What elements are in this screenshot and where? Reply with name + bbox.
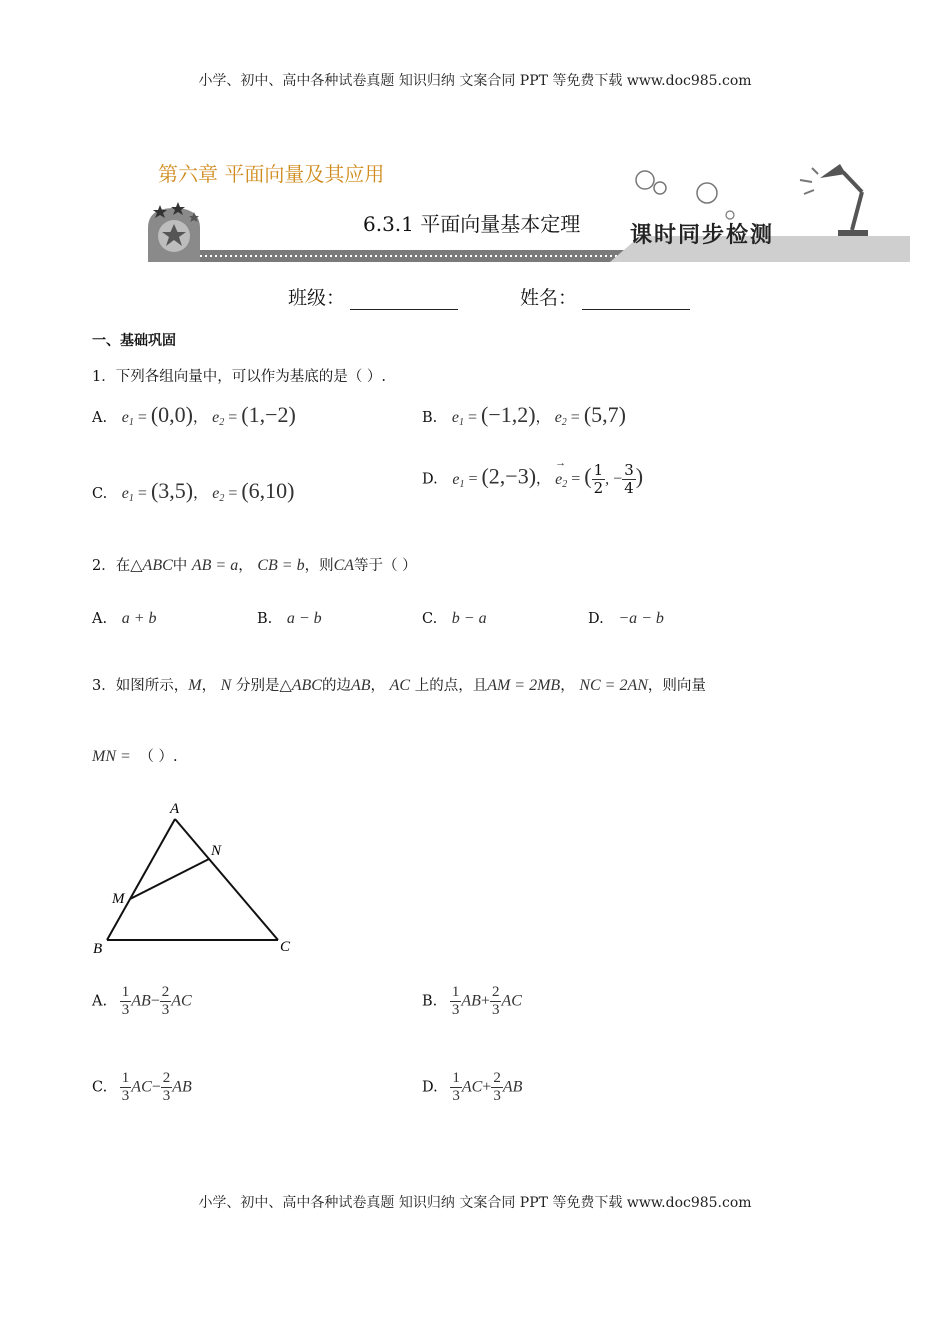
q1-option-b: B. $e_1 = (-1,2)$， $e_2 = (5,7)$ [422, 402, 626, 428]
q1-d-num2: 3 [624, 461, 634, 479]
q2-option-b: B. a − b [257, 610, 322, 627]
q1-c-e1: (3,5) [150, 478, 194, 503]
class-label: 班级： [288, 287, 346, 309]
q3-stem: 3．如图所示，M， N 分别是△ABC的边AB， AC 上的点，且AM = 2MB， NC = 2AN，则向量 [92, 677, 706, 694]
badge-text: 课时同步检测 [630, 223, 775, 248]
page-footer: 小学、初中、高中各种试卷真题 知识归纳 文案合同 PPT 等免费下载 www.doc985.com [198, 1195, 752, 1211]
q3-am: AM = 2MB [487, 677, 561, 694]
q3-n: N [220, 677, 232, 694]
q1-d-num1: 1 [593, 461, 604, 479]
q3-nc: NC = 2AN [579, 677, 648, 694]
vertex-c-label: C [280, 939, 291, 955]
q3-option-a: A. $\frac{1}{3}$ AB− $\frac{2}{3}$ AC [92, 984, 192, 1018]
q2-option-a: A. a + b [92, 610, 157, 627]
section-title: 一、基础巩固 [92, 333, 176, 349]
q1-option-a: A. $e_1 = (0,0)$， $e_2 = (1,-2)$ [92, 402, 296, 428]
point-m-label: M [112, 891, 125, 907]
q2-triangle: △ABC [130, 557, 173, 574]
side-ac [175, 819, 278, 940]
q1-c-e2: (6,10) [241, 478, 295, 503]
vertex-b-label: B [93, 941, 103, 957]
desk-lamp-icon [800, 164, 868, 236]
q3-mn: MN = [92, 748, 131, 765]
q2-stem: 2．在△ABC中 AB = a， CB = b，则CA等于（ ） [92, 557, 417, 574]
option-label: B. [422, 410, 438, 426]
q3-option-b: B. $\frac{1}{3}$ AB+ $\frac{2}{3}$ AC [422, 984, 522, 1018]
side-ab [107, 819, 175, 940]
q1-d-den1: 2 [593, 479, 604, 497]
point-n-label: N [211, 843, 222, 859]
option-label: C. [92, 486, 108, 502]
q2-ab: AB = a [191, 557, 239, 574]
name-input[interactable] [582, 291, 690, 310]
star-badge-icon [148, 202, 200, 262]
class-field [288, 283, 458, 310]
q1-option-d: D. $e_1 = (2,-3)$， → $e_2$ = ( $\frac{1}{2}$ , − $\frac{3}{4}$ ) [422, 456, 644, 497]
q1-a-e2: (1,−2) [241, 402, 296, 427]
name-field [520, 283, 690, 310]
q1-d-e1: (2,−3) [481, 463, 537, 489]
class-input[interactable] [350, 291, 458, 310]
q1-d-den2: 4 [624, 479, 634, 497]
q2-option-d: D. −a − b [588, 610, 664, 627]
q2-cb: CB = b [257, 557, 305, 574]
chapter-title: 第六章 平面向量及其应用 [158, 162, 385, 186]
q3-option-c: C. $\frac{1}{3}$ AC− $\frac{2}{3}$ AB [92, 1070, 192, 1104]
q1-a-e1: (0,0) [150, 402, 193, 427]
q3-triangle: △ABC [279, 677, 322, 694]
name-label: 姓名： [520, 287, 578, 309]
q2-option-c: C. b − a [422, 610, 487, 627]
q1-option-c: C. $e_1 = (3,5)$， $e_2 = (6,10)$ [92, 478, 295, 504]
q3-option-d: D. $\frac{1}{3}$ AC+ $\frac{2}{3}$ AB [422, 1070, 523, 1104]
q3-m: M [188, 677, 202, 694]
vertex-a-label: A [170, 801, 180, 817]
option-label: D. [422, 471, 438, 488]
q1-stem: 1．下列各组向量中，可以作为基底的是（ ）. [92, 369, 386, 385]
q3-stem-cont: MN = （ ）. [92, 748, 178, 765]
triangle-figure [85, 795, 305, 960]
q1-b-e1: (−1,2) [481, 402, 536, 427]
q1-b-e2: (5,7) [583, 402, 626, 427]
bubble-icon [636, 171, 654, 189]
q2-ca: CA [333, 557, 355, 574]
page-header: 小学、初中、高中各种试卷真题 知识归纳 文案合同 PPT 等免费下载 www.doc985.com [198, 73, 752, 89]
lesson-title: 6.3.1 平面向量基本定理 [363, 212, 581, 236]
option-label: A. [92, 410, 108, 426]
